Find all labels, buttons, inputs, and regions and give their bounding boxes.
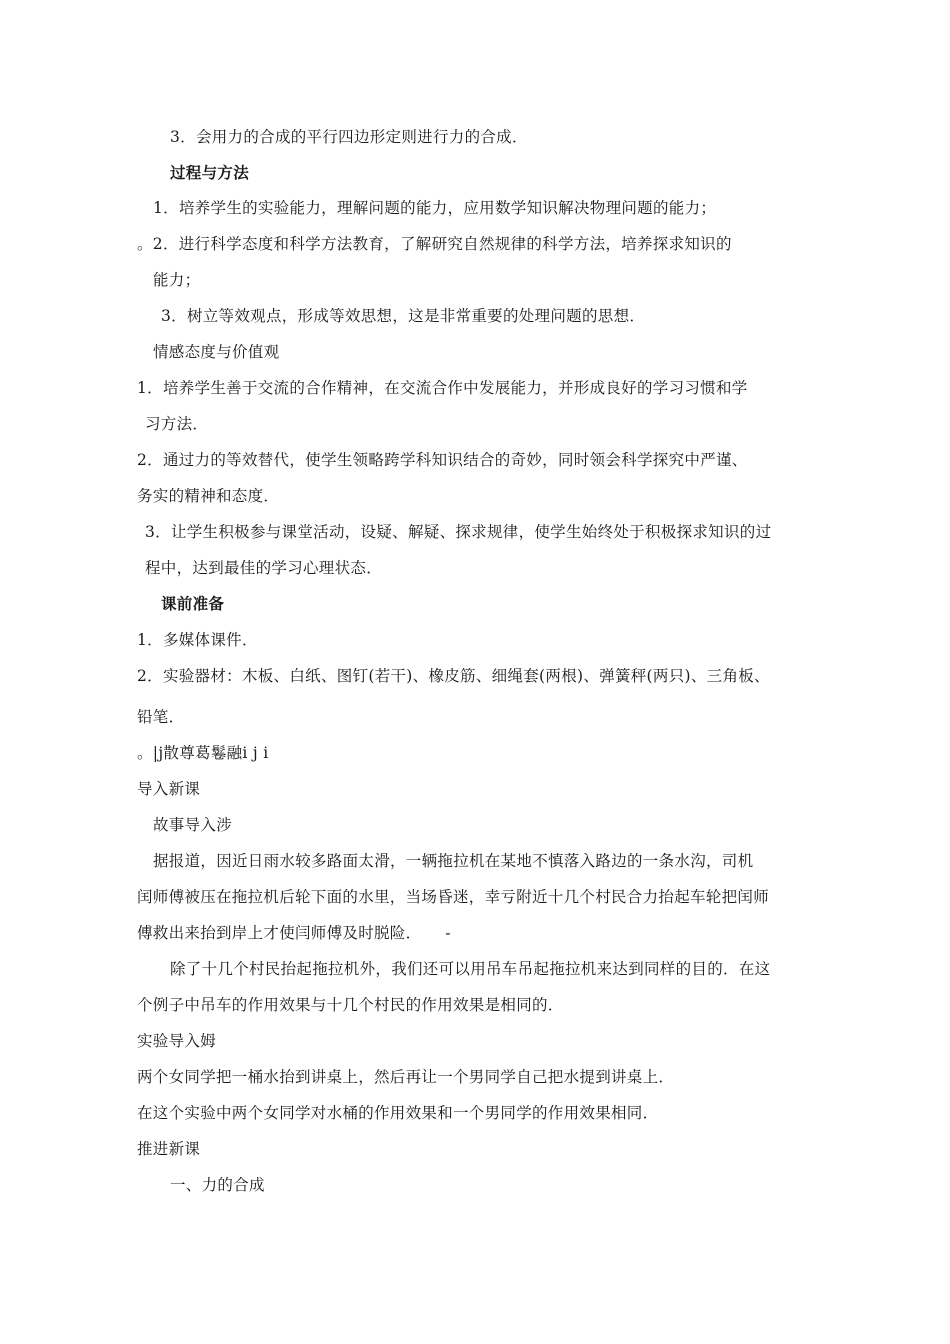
story-para2-line-1: 除了十几个村民抬起拖拉机外，我们还可以用吊车吊起拖拉机来达到同样的目的．在这 (170, 960, 771, 978)
experiment-line-2: 在这个实验中两个女同学对水桶的作用效果和一个男同学的作用效果相同． (137, 1104, 659, 1122)
process-line-2: 。2．进行科学态度和科学方法教育，了解研究自然规律的科学方法，培养探求知识的 (137, 235, 732, 253)
experiment-intro-heading: 实验导入姆 (137, 1032, 217, 1050)
preparation-line-2-cont: 铅笔． (137, 708, 185, 726)
preparation-line-1: 1．多媒体课件． (137, 631, 258, 649)
attitude-line-1: 1．培养学生善于交流的合作精神，在交流合作中发展能力，并形成良好的学习习惯和学 (137, 379, 748, 397)
process-line-2-cont: 能力； (153, 271, 201, 289)
section-heading-process-methods: 过程与方法 (170, 163, 250, 182)
garbled-line: 。|j散尊葛鬈融i j i (137, 744, 269, 762)
story-intro-heading: 故事导入涉 (153, 816, 233, 834)
section-heading-intro: 导入新课 (137, 780, 201, 798)
section-heading-new-lesson: 推进新课 (137, 1140, 201, 1158)
subsection-force-composition: 一、力的合成 (170, 1176, 265, 1194)
story-line-3: 傅救出来抬到岸上才使闫师傅及时脱险． - (137, 924, 451, 942)
process-line-1: 1．培养学生的实验能力，理解问题的能力，应用数学知识解决物理问题的能力； (153, 199, 717, 217)
story-para2-line-2: 个例子中吊车的作用效果与十几个村民的作用效果是相同的． (137, 996, 564, 1014)
objective-line-3: 3．会用力的合成的平行四边形定则进行力的合成． (170, 128, 528, 146)
section-heading-attitude-values: 情感态度与价值观 (153, 343, 280, 361)
preparation-line-2: 2．实验器材：木板、白纸、图钉(若干)、橡皮筋、细绳套(两根)、弹簧秤(两只)、三角板、 (137, 667, 770, 685)
attitude-line-1-cont: 习方法． (145, 415, 209, 433)
story-line-1: 据报道，因近日雨水较多路面太滑，一辆拖拉机在某地不慎落入路边的一条水沟，司机 (153, 852, 754, 870)
section-heading-preparation: 课前准备 (161, 594, 225, 613)
process-line-3: 3．树立等效观点，形成等效思想，这是非常重要的处理问题的思想． (161, 307, 646, 325)
attitude-line-2-cont: 务实的精神和态度． (137, 487, 280, 505)
attitude-line-3-cont: 程中，达到最佳的学习心理状态． (145, 559, 383, 577)
attitude-line-3: 3．让学生积极参与课堂活动，设疑、解疑、探求规律，使学生始终处于积极探求知识的过 (145, 523, 772, 541)
story-line-2: 闰师傅被压在拖拉机后轮下面的水里，当场昏迷，幸亏附近十几个村民合力抬起车轮把闰师 (137, 888, 770, 906)
attitude-line-2: 2．通过力的等效替代，使学生领略跨学科知识结合的奇妙，同时领会科学探究中严谨、 (137, 451, 748, 469)
experiment-line-1: 两个女同学把一桶水抬到讲桌上，然后再让一个男同学自己把水提到讲桌上． (137, 1068, 675, 1086)
